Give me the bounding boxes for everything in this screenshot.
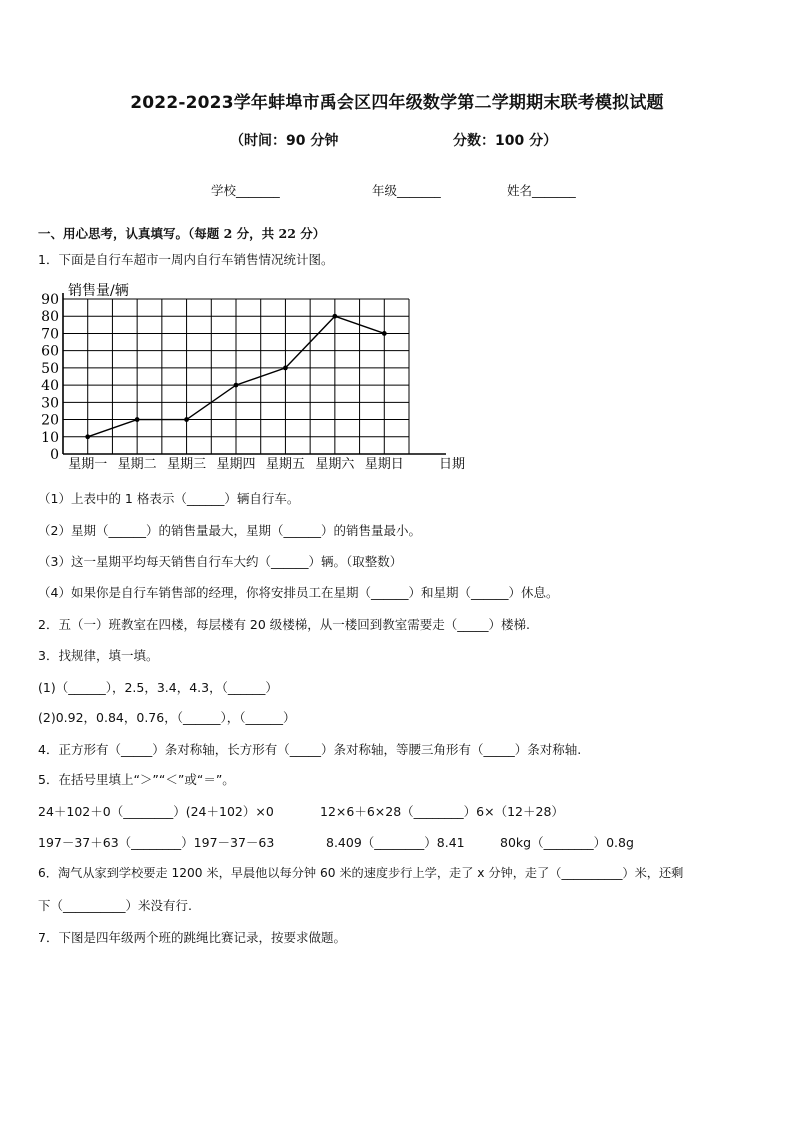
question-6-line-2: 下（__________）米没有行. — [38, 898, 192, 913]
chart-grid — [63, 293, 446, 454]
question-1-part-3: （3）这一星期平均每天销售自行车大约（______）辆。（取整数） — [38, 554, 403, 569]
x-tick-label: 星期五 — [265, 457, 305, 472]
question-1-part-2: （2）星期（______）的销售量最大，星期（______）的销售量最小。 — [38, 523, 421, 538]
y-tick-label: 10 — [41, 429, 59, 446]
x-tick-label: 星期二 — [117, 457, 157, 472]
y-tick-label: 0 — [50, 447, 59, 463]
compare-item-3: 197－37＋63（________）197－37－63 — [38, 835, 275, 850]
question-6-line-1: 6．淘气从家到学校要走 1200 米，早晨他以每分钟 60 米的速度步行上学，走了 x 分钟，走了（__________）米，还剩 — [38, 866, 684, 880]
question-4: 4．正方形有（_____）条对称轴，长方形有（_____）条对称轴，等腰三角形有（_____）条对称轴. — [38, 742, 582, 757]
x-axis-ticks — [68, 457, 404, 472]
x-tick-label: 星期日 — [364, 457, 404, 472]
y-tick-label: 50 — [41, 360, 59, 377]
question-1: 1．下面是自行车超市一周内自行车销售情况统计图。 — [38, 252, 334, 267]
x-tick-label: 星期三 — [167, 457, 207, 472]
y-tick-label: 60 — [41, 343, 59, 360]
data-point — [184, 417, 189, 422]
section-heading: 一、用心思考，认真填写。（每题 2 分，共 22 分） — [38, 226, 326, 241]
y-tick-label: 30 — [41, 395, 59, 412]
y-tick-label: 40 — [41, 378, 59, 395]
y-axis-label: 销售量/辆 — [68, 283, 129, 299]
question-1-part-1: （1）上表中的 1 格表示（______）辆自行车。 — [38, 491, 300, 506]
question-3-part-1: (1)（______），2.5，3.4，4.3，（______） — [38, 680, 278, 695]
compare-item-4: 8.409（________）8.41 — [326, 835, 465, 850]
y-tick-label: 70 — [41, 326, 59, 343]
data-point — [85, 434, 90, 439]
y-tick-label: 20 — [41, 412, 59, 429]
question-2: 2．五（一）班教室在四楼，每层楼有 20 级楼梯，从一楼回到教室需要走（_____）楼梯. — [38, 617, 531, 632]
name-field: 姓名_______ — [507, 183, 576, 198]
x-tick-label: 星期六 — [315, 457, 355, 472]
data-point — [234, 383, 239, 388]
compare-item-5: 80kg（________）0.8g — [500, 835, 634, 850]
page-title: 2022-2023学年蚌埠市禹会区四年级数学第二学期期末联考模拟试题 — [130, 93, 664, 113]
data-point — [332, 314, 337, 319]
question-7: 7．下图是四年级两个班的跳绳比赛记录，按要求做题。 — [38, 930, 346, 945]
x-tick-label: 星期四 — [216, 457, 256, 472]
compare-item-1: 24＋102＋0（________）(24＋102）×0 — [38, 804, 274, 819]
question-5: 5．在括号里填上“＞”“＜”或“＝”。 — [38, 772, 235, 787]
question-3-part-2: (2)0.92，0.84，0.76，（______），（______） — [38, 710, 296, 725]
data-point — [135, 417, 140, 422]
exam-score: 分数：100 分） — [453, 133, 558, 149]
question-3: 3．找规律，填一填。 — [38, 648, 159, 663]
x-axis-label: 日期 — [439, 457, 466, 472]
y-axis-ticks — [41, 292, 59, 463]
line-chart — [36, 278, 476, 474]
y-tick-label: 90 — [41, 292, 59, 308]
compare-item-2: 12×6＋6×28（________）6×（12＋28） — [320, 804, 564, 819]
school-field: 学校_______ — [211, 183, 280, 198]
grade-field: 年级_______ — [372, 183, 441, 198]
data-point — [382, 331, 387, 336]
data-point — [283, 365, 288, 370]
exam-time: （时间：90 分钟 — [230, 133, 339, 149]
y-tick-label: 80 — [41, 309, 59, 326]
question-1-part-4: （4）如果你是自行车销售部的经理，你将安排员工在星期（______）和星期（______）休息。 — [38, 585, 559, 600]
x-tick-label: 星期一 — [68, 457, 108, 472]
